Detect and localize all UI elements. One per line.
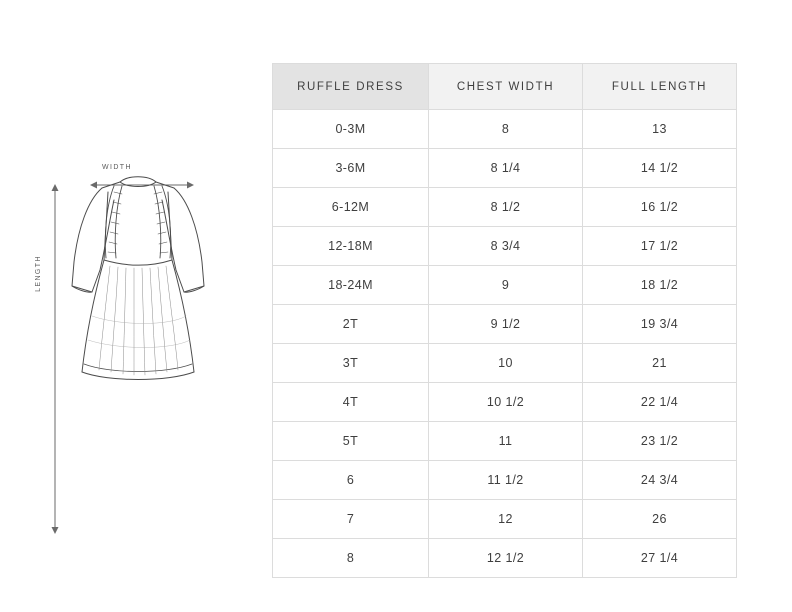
table-row bbox=[273, 422, 737, 461]
column-header-chest-width: CHEST WIDTH bbox=[429, 64, 583, 110]
table-row bbox=[273, 227, 737, 266]
column-header-size: RUFFLE DRESS bbox=[273, 64, 429, 110]
cell-size: 3T bbox=[273, 344, 429, 383]
cell-full-length: 19 3/4 bbox=[583, 305, 737, 344]
cell-full-length: 14 1/2 bbox=[583, 149, 737, 188]
garment-illustration-panel bbox=[30, 150, 250, 410]
cell-size: 4T bbox=[273, 383, 429, 422]
cell-chest-width: 10 1/2 bbox=[429, 383, 583, 422]
table-row bbox=[273, 110, 737, 149]
column-header-full-length: FULL LENGTH bbox=[583, 64, 737, 110]
cell-full-length: 17 1/2 bbox=[583, 227, 737, 266]
length-dimension-label: LENGTH bbox=[34, 255, 42, 292]
cell-size: 12-18M bbox=[273, 227, 429, 266]
table-body bbox=[273, 110, 737, 578]
cell-size: 6-12M bbox=[273, 188, 429, 227]
table-row bbox=[273, 344, 737, 383]
cell-chest-width: 8 3/4 bbox=[429, 227, 583, 266]
width-dimension-label: WIDTH bbox=[102, 164, 132, 171]
cell-chest-width: 9 1/2 bbox=[429, 305, 583, 344]
table-row bbox=[273, 461, 737, 500]
table-row bbox=[273, 383, 737, 422]
cell-full-length: 24 3/4 bbox=[583, 461, 737, 500]
size-chart-table bbox=[272, 63, 737, 578]
cell-chest-width: 8 1/2 bbox=[429, 188, 583, 227]
cell-size: 3-6M bbox=[273, 149, 429, 188]
table-row bbox=[273, 149, 737, 188]
cell-chest-width: 12 bbox=[429, 500, 583, 539]
table-header-row bbox=[273, 64, 737, 110]
cell-chest-width: 12 1/2 bbox=[429, 539, 583, 578]
table-header bbox=[273, 64, 737, 110]
cell-size: 2T bbox=[273, 305, 429, 344]
table-row bbox=[273, 305, 737, 344]
cell-size: 5T bbox=[273, 422, 429, 461]
cell-size: 6 bbox=[273, 461, 429, 500]
cell-chest-width: 8 bbox=[429, 110, 583, 149]
cell-full-length: 23 1/2 bbox=[583, 422, 737, 461]
table-row bbox=[273, 266, 737, 305]
cell-full-length: 27 1/4 bbox=[583, 539, 737, 578]
cell-size: 0-3M bbox=[273, 110, 429, 149]
cell-chest-width: 8 1/4 bbox=[429, 149, 583, 188]
cell-chest-width: 10 bbox=[429, 344, 583, 383]
cell-chest-width: 11 1/2 bbox=[429, 461, 583, 500]
cell-size: 7 bbox=[273, 500, 429, 539]
table-row bbox=[273, 500, 737, 539]
cell-full-length: 21 bbox=[583, 344, 737, 383]
ruffle-dress-icon bbox=[58, 166, 234, 416]
table-row bbox=[273, 188, 737, 227]
cell-full-length: 16 1/2 bbox=[583, 188, 737, 227]
cell-chest-width: 11 bbox=[429, 422, 583, 461]
cell-full-length: 22 1/4 bbox=[583, 383, 737, 422]
cell-full-length: 18 1/2 bbox=[583, 266, 737, 305]
cell-full-length: 26 bbox=[583, 500, 737, 539]
cell-full-length: 13 bbox=[583, 110, 737, 149]
cell-size: 18-24M bbox=[273, 266, 429, 305]
cell-chest-width: 9 bbox=[429, 266, 583, 305]
cell-size: 8 bbox=[273, 539, 429, 578]
table-row bbox=[273, 539, 737, 578]
